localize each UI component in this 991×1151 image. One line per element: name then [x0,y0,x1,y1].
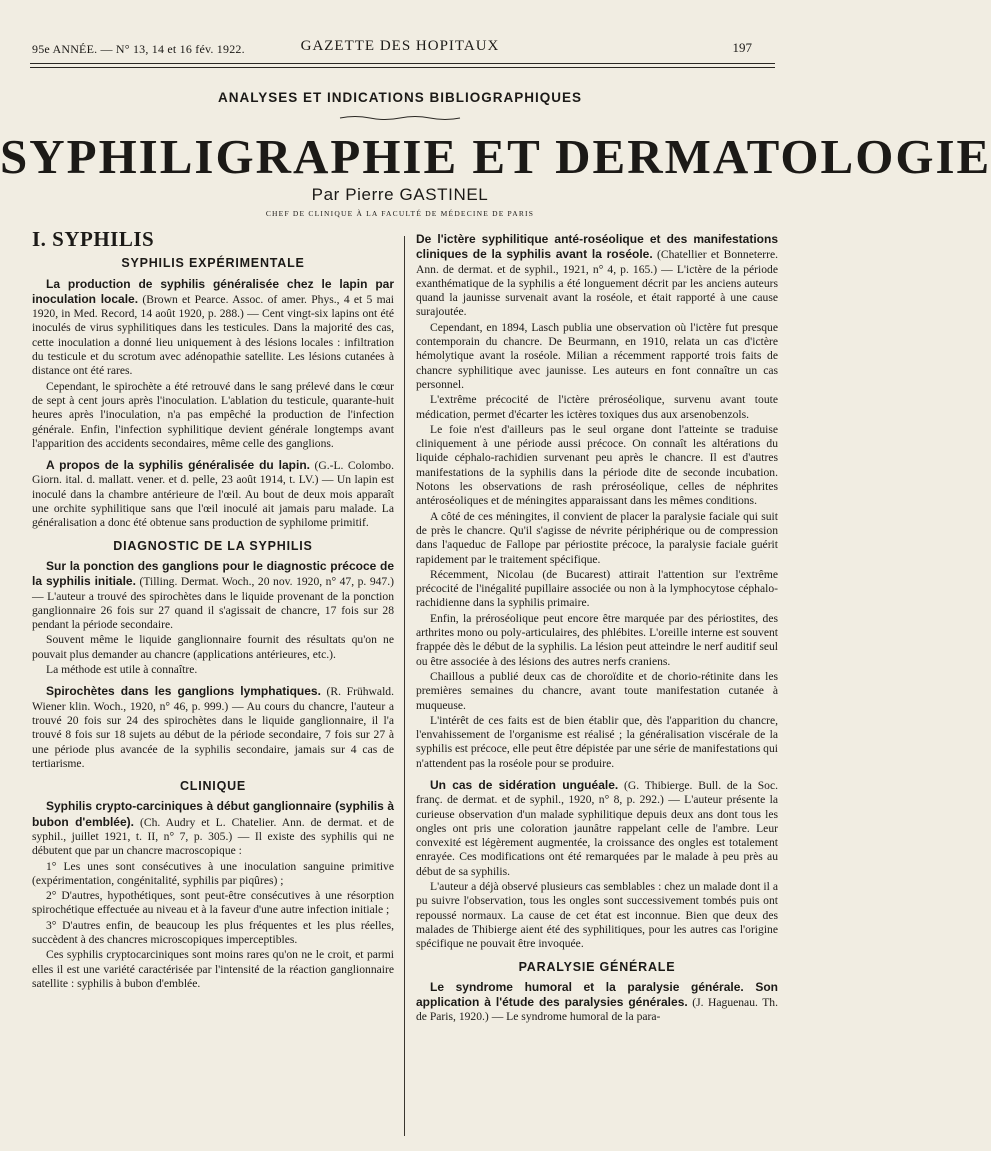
article-title: Syphilis crypto-carciniques à début ganglionnaire (syphilis à bubon d'emblée). [32,799,394,829]
article [32,559,394,632]
paragraph: L'extrême précocité de l'ictère préroséolique, survenu avant toute médication, permet d'écarter les ictères toxiques dus aux arsenobenzols. [416,393,778,421]
issue-info: 95e ANNÉE. — N° 13, 14 et 16 fév. 1922. [32,42,245,56]
article-ref: (Tilling. Dermat. Woch., 20 nov. 1920, n° 47, p. 947.) [139,575,394,589]
article-text: — L'auteur présente la curieuse observation d'un malade syphilitique depuis deux ans dont tous les ongles ont pris une coloration jaunâtre rappelant celle de l'ambre. Leur convexité est légèrement augmentée, la croissance des ongles est totalement enrayée. Ces modifications ont été remarquées par le malade à peu près au début de sa syphilis. [416,793,779,878]
article-text: — Le syndrome humoral de la para- [491,1010,661,1024]
author: Par Pierre GASTINEL [311,185,489,204]
article [416,232,778,320]
article-title: Le syndrome humoral et la paralysie générale. Son application à l'étude des paralysies générales. [416,979,778,1010]
article-ref: (G. Thibierge. Bull. de la Soc. franç. de dermat. et de syphil., 1920, n° 8, p. 292.) [416,778,779,807]
article-title: Un cas de sidération unguéale. [430,777,619,792]
paragraph: L'auteur a déjà observé plusieurs cas semblables : chez un malade dont il a pu suivre l'observation, tous les ongles sont successivement tombés puis ont repoussé normaux. La cause de cet état est inconnue. Bien que deux des malades de Thibierge aient été des syphilitiques, pour les autres cas l'origine spécifique ne pouvait être invoquée. [416,880,778,951]
paragraph: Cependant, le spirochète a été retrouvé dans le sang prélevé dans le cœur de sept à cent jours après l'inoculation. L'ablation du testicule, quarante-huit heures après l'inoculation, n'a pas empêché la production de l'infection générale. Enfin, l'infection syphilitique devient générale longtemps avant l'apparition des accidents secondaires, même celle des ganglions. [32,379,394,450]
article-ref: (J. Haguenau. Th. de Paris, 1920.) [416,996,778,1024]
chapter-heading: I. SYPHILIS [32,227,155,251]
article [416,980,778,1025]
subsection-heading: SYPHILIS EXPÉRIMENTALE [121,256,305,271]
article-ref: (Ch. Audry et L. Chatelier. Ann. de dermat. et de syphil., juillet 1921, t. II, n° 7, p. 305.) [32,815,394,843]
article-title: De l'ictère syphilitique anté-roséolique et des manifestations cliniques de la syphilis avant la roséole. [416,232,778,262]
article [32,684,394,771]
article [32,277,394,379]
paragraph: 1° Les unes sont consécutives à une inoculation sanguine primitive (expérimentation, congénitalité, syphilis par piqûres) ; [32,859,394,887]
page-number: 197 [732,40,752,55]
paragraph: Récemment, Nicolau (de Bucarest) attirait l'attention sur l'extrême précocité de l'inégalité pupillaire associée ou non à la lymphocytose céphalo-rachidienne dans la syphilis primaire. [416,567,778,610]
paragraph: Enfin, la préroséolique peut encore être marquée par des périostites, des arthrites mono ou poly-articulaires, des phlébites. L'oreille interne est souvent frappée dès le début de la syphilis. La lésion peut atteindre le nerf auditif seul ou être associée à des lésions des autres nerfs craniens. [416,611,778,668]
header-rule-bottom [30,67,775,68]
article-title: A propos de la syphilis généralisée du lapin. [46,458,310,473]
header-rule-top [30,63,775,64]
article-text: — L'ictère de la période exanthématique de la syphilis a été longuement décrit par les anciens auteurs quand la jaunisse survenait avant la roséole, et était rapporté à une cause surajoutée. [416,262,779,319]
paragraph: Cependant, en 1894, Lasch publia une observation où l'ictère fut presque contemporain du chancre. De Beurmann, en 1910, relata un cas d'ictère hémolytique avant la roséole. Milian a récemment rapporté trois faits de chancre syphilitique avec jaunisse. Les auteurs en font connaître un cas personnel. [416,320,778,391]
article-text: — Il existe des syphilis qui ne débutent que par un chancre macroscopique : [32,829,394,858]
paragraph: 2° D'autres, hypothétiques, sont peut-être consécutives à une résorption spirochétique effectuée au niveau et à la faveur d'une autre infection initiale ; [32,889,394,917]
article-title: Spirochètes dans les ganglions lymphatiques. [46,684,321,699]
right-column [416,232,778,1026]
article-title: Sur la ponction des ganglions pour le diagnostic précoce de la syphilis initiale. [32,558,394,589]
paragraph: A côté de ces méningites, il convient de placer la paralysie faciale qui suit de près le chancre. Qu'il s'agisse de névrite périphérique ou de compression dans l'aqueduc de Fallope par périostite précoce, la paralysie faciale guérit rapidement par le traitement spécifique. [416,509,778,566]
article-ref: (G.-L. Colombo. Giorn. ital. d. mallatt. vener. et d. pelle, 23 août 1914, t. LV.) [32,459,394,487]
article [416,778,778,879]
article [32,799,394,858]
subsection-heading: PARALYSIE GÉNÉRALE [518,959,676,974]
column-separator [404,236,405,1136]
article-text: — Un lapin est inoculé dans la chambre antérieure de l'œil. Au bout de deux mois apparaît une orchite syphilitique sans que l'œil inoculé ait jamais paru malade. La généralisation a donc été obtenue sans production de syphilome primitif. [32,473,394,530]
section-title: ANALYSES ET INDICATIONS BIBLIOGRAPHIQUES [217,90,583,105]
page-header [0,0,800,60]
paragraph: Chaillous a publié deux cas de choroïdite et de chorio-rétinite dans les premières semaines du chancre, avant toute manifestation cutanée à muqueuse. [416,669,778,712]
article-ref: (Chatellier et Bonneterre. Ann. de dermat. et de syphil., 1921, n° 4, p. 165.) [416,248,778,276]
article-ref: (R. Frühwald. Wiener klin. Woch., 1920, n° 46, p. 999.) [32,685,394,713]
paragraph: L'intérêt de ces faits est de bien établir que, dès l'apparition du chancre, l'envahissement de l'organisme est réalisé ; la généralisation viscérale de la syphilis est précoce, elle peut être dépistée par une série de manifestations qui n'attendent pas la roséole pour se produire. [416,713,778,770]
article-text: — Cent vingt-six lapins ont été inoculés de virus syphilitiques dans les testicules. Dans la majorité des cas, cette inoculation a donné lieu uniquement à des lésions locales : infiltration du testicule et du scrotum avec adénopathie satellite. Les lésions cutanées à distance ont été rares. [32,307,394,378]
subsection-heading: CLINIQUE [179,779,247,794]
article-text: — L'auteur a trouvé des spirochètes dans le liquide provenant de la ponction ganglionnaire 26 fois sur 27 quand il s'agissait de chancre, 17 fois sur 28 pendant la période secondaire. [32,589,394,632]
affiliation: CHEF DE CLINIQUE À LA FACULTÉ DE MÉDECINE DE PARIS [265,209,535,218]
paragraph: 3° D'autres enfin, de beaucoup les plus fréquentes et les plus réelles, succèdent à des chancres microscopiques imperceptibles. [32,918,394,947]
ornament-rule-icon [340,114,460,122]
journal-name: GAZETTE DES HOPITAUX [300,38,500,54]
article-title: La production de syphilis généralisée chez le lapin par inoculation locale. [32,276,394,306]
paragraph: Le foie n'est d'ailleurs pas le seul organe dont l'atteinte se traduise cliniquement à une période aussi précoce. On connaît les altérations du liquide céphalo-rachidien survenant peu après le chancre. Il est d'autres manifestations de la syphilis dans la période dite de seconde incubation. Notons les observations de rash préroséolique, celles de néphrites antéroséoliques et de méningites apparaissant dans les mêmes conditions. [416,422,778,508]
paragraph: Ces syphilis cryptocarciniques sont moins rares qu'on ne le croit, et parmi elles il est une variété caractérisée par l'intensité de la réaction ganglionnaire satellite : syphilis à bubon d'emblée. [32,948,394,990]
left-column [32,227,394,992]
paragraph: La méthode est utile à connaître. [46,663,198,677]
paragraph: Souvent même le liquide ganglionnaire fournit des résultats qu'on ne pouvait plus demander au chancre (applications antérieures, etc.). [32,633,394,661]
article-text: — Au cours du chancre, l'auteur a trouvé 20 fois sur 24 des spirochètes dans le liquide ganglionnaire, il l'a trouvé 8 fois sur 18 sujets au début de la période secondaire, 7 fois sur 27 à une période plus avancée de la syphilis secondaire, jamais sur 4 cas de tertiarisme. [32,699,394,770]
subsection-heading: DIAGNOSTIC DE LA SYPHILIS [113,538,313,553]
article [32,458,394,530]
article-ref: (Brown et Pearce. Assoc. of amer. Phys., 4 et 5 mai 1920, in Med. Record, 14 août 1920, p. 288.) [32,292,394,321]
main-title: SYPHILIGRAPHIE ET DERMATOLOGIE [0,129,991,184]
